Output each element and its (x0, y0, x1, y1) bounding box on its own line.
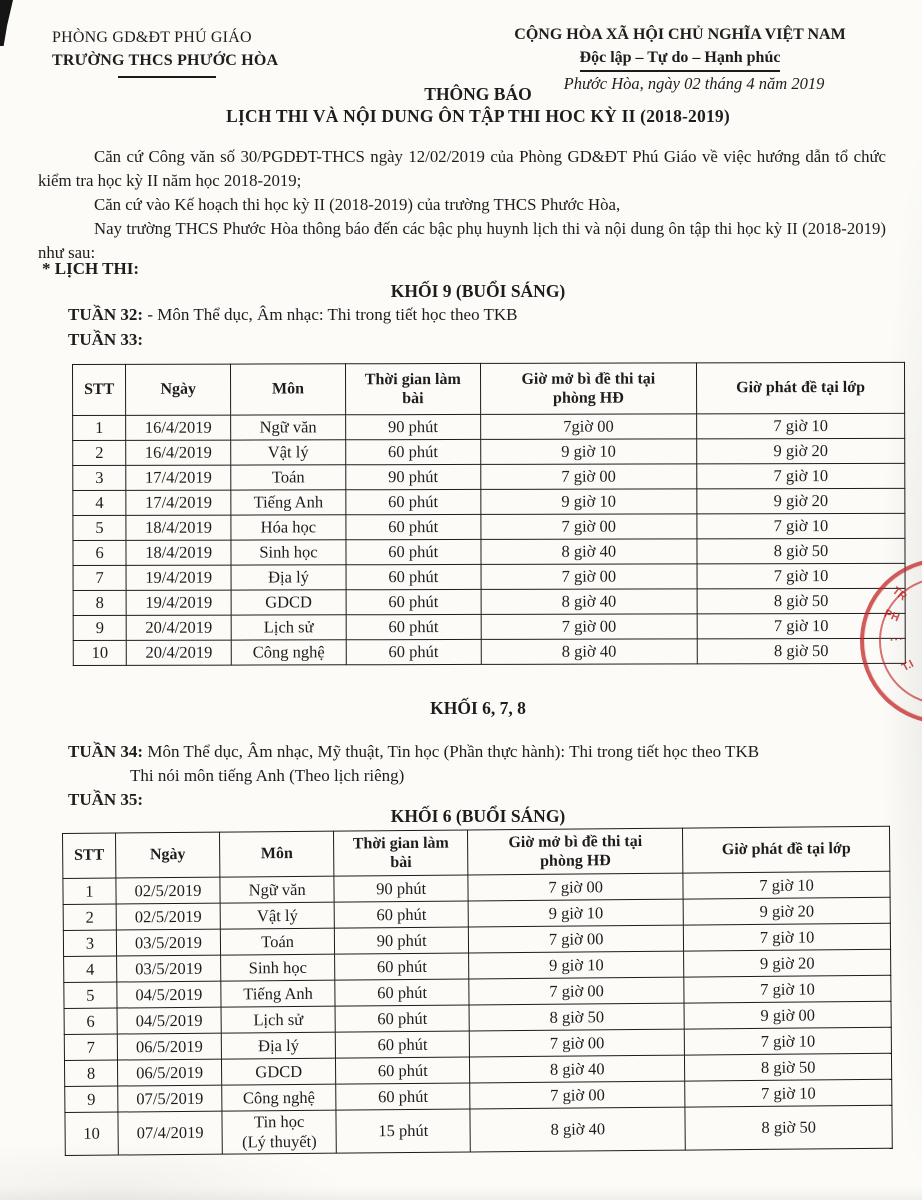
table-cell: 9 giờ 20 (684, 949, 891, 977)
national-motto: Độc lập – Tự do – Hạnh phúc (580, 46, 781, 72)
issuing-office-block (52, 26, 278, 72)
table-cell: 8 giờ 40 (481, 639, 697, 665)
week34-text: Môn Thể dục, Âm nhạc, Mỹ thuật, Tin học (Phần thực hành): Thi trong tiết học theo TKB (143, 742, 760, 761)
table-cell: 8 giờ 40 (481, 539, 697, 565)
table-cell: Công nghệ (231, 640, 346, 665)
table-cell: 02/5/2019 (116, 903, 220, 930)
week33-line (68, 330, 143, 350)
preamble-paragraphs (38, 145, 886, 265)
table-cell: 5 (73, 515, 126, 540)
table-cell: 7 giờ 10 (684, 923, 891, 951)
table-cell: 6 (64, 1008, 117, 1034)
table-cell: 7 (73, 565, 126, 590)
grade9-heading: KHỐI 9 (BUỔI SÁNG) (390, 281, 566, 301)
week32-text: - Môn Thể dục, Âm nhạc: Thi trong tiết học theo TKB (143, 305, 518, 324)
paragraph: Căn cứ Công văn số 30/PGDĐT-THCS ngày 12/02/2019 của Phòng GD&ĐT Phú Giáo về việc hướng dẫn tổ chức kiểm tra học kỳ II năm học 2018-2019; (38, 147, 886, 190)
table-cell: 90 phút (346, 464, 481, 489)
table-header-cell: Thời gian làm bài (345, 363, 480, 414)
table-cell: 8 (73, 590, 126, 615)
table-cell: 7 giờ 00 (481, 514, 697, 540)
table-cell: 7giờ 00 (480, 414, 696, 440)
table-cell: 8 giờ 50 (685, 1053, 892, 1081)
table-cell: 8 giờ 40 (481, 589, 697, 615)
table-row (73, 463, 905, 490)
table-cell: 9 giờ 20 (697, 488, 905, 514)
table-cell: 60 phút (335, 1005, 469, 1032)
table-cell: Lịch sử (221, 1006, 335, 1033)
table-cell: Địa lý (221, 1032, 335, 1059)
table-cell: Công nghệ (222, 1084, 336, 1111)
table-cell: 90 phút (346, 414, 481, 439)
table-row (73, 538, 905, 565)
table-cell: 2 (73, 440, 126, 465)
table-cell: 7 giờ 00 (470, 1081, 685, 1109)
table-header-cell: STT (73, 364, 126, 415)
table-header-cell: Giờ phát đề tại lớp (696, 362, 904, 414)
table-cell: 19/4/2019 (126, 590, 231, 615)
table-header-cell: Ngày (126, 364, 231, 415)
national-title: CỘNG HÒA XÃ HỘI CHỦ NGHĨA VIỆT NAM (514, 26, 846, 43)
table-cell: 7 giờ 10 (684, 1027, 891, 1055)
week32-line (68, 305, 518, 325)
table-cell: 17/4/2019 (126, 465, 231, 490)
table-cell: 9 (73, 615, 126, 640)
table-cell: 10 (73, 640, 126, 665)
grade9-exam-table (72, 362, 906, 666)
table-cell: 7 giờ 00 (469, 925, 684, 953)
week35-label: TUẦN 35: (68, 790, 144, 809)
table-cell: 7 giờ 10 (697, 613, 905, 639)
table-cell: 4 (73, 490, 126, 515)
table-cell: 7 giờ 10 (697, 463, 905, 489)
table-row (73, 488, 905, 515)
table-header-cell: STT (63, 833, 116, 878)
paragraph: Căn cứ vào Kế hoạch thi học kỳ II (2018-2019) của trường THCS Phước Hòa, (94, 195, 621, 214)
week34-line (68, 742, 759, 762)
table-row (73, 638, 905, 665)
table-cell: 7 giờ 10 (685, 1079, 892, 1107)
exam-schedule-section-label: * LỊCH THI: (42, 259, 139, 278)
table-cell: 60 phút (346, 439, 481, 464)
table-cell: Tin học (Lý thuyết) (222, 1110, 336, 1154)
table-cell: 7 giờ 00 (481, 564, 697, 590)
week34-line2: Thi nói môn tiếng Anh (Theo lịch riêng) (130, 766, 405, 785)
stamp-text-fragment: PH (882, 607, 901, 625)
table-cell: 16/4/2019 (126, 440, 231, 465)
table-cell: 8 giờ 40 (470, 1107, 685, 1152)
table-cell: 60 phút (335, 979, 469, 1006)
table-cell: Vật lý (231, 440, 346, 465)
table-cell: 9 giờ 10 (480, 439, 696, 465)
table-cell: Vật lý (220, 902, 334, 929)
table-header-cell: Giờ mở bì đề thi tại phòng HĐ (468, 828, 683, 875)
table-cell: GDCD (231, 590, 346, 615)
table-cell: 8 giờ 50 (685, 1105, 892, 1150)
table-cell: 04/5/2019 (117, 1007, 221, 1034)
table-cell: 9 giờ 20 (683, 897, 890, 925)
table-cell: Ngữ văn (220, 876, 334, 903)
table-cell: 1 (73, 415, 126, 440)
table-header-cell: Thời gian làm bài (334, 830, 468, 876)
table-cell: 20/4/2019 (126, 640, 231, 665)
stamp-text-fragment: T.I (899, 657, 916, 675)
table-cell: 7 giờ 10 (684, 975, 891, 1003)
table-cell: 9 giờ 10 (468, 899, 683, 927)
table-cell: 60 phút (346, 539, 481, 564)
table-cell: 60 phút (346, 564, 481, 589)
table-cell: Toán (231, 465, 346, 490)
table-cell: 60 phút (346, 614, 481, 639)
table-cell: 7 giờ 00 (468, 873, 683, 901)
table-cell: 9 giờ 10 (480, 489, 696, 515)
table-cell: 16/4/2019 (126, 415, 231, 440)
table-cell: 9 (65, 1086, 118, 1112)
table-cell: 8 giờ 40 (470, 1055, 685, 1083)
week34-label: TUẦN 34: (68, 742, 144, 761)
table-cell: 7 giờ 00 (481, 614, 697, 640)
table-cell: Hóa học (231, 515, 346, 540)
dateline: Phước Hòa, ngày 02 tháng 4 năm 2019 (563, 74, 825, 93)
table-row (73, 613, 905, 640)
table-cell: 7 giờ 10 (697, 513, 905, 539)
office-name: PHÒNG GD&ĐT PHÚ GIÁO (52, 29, 252, 46)
table-cell: 7 giờ 00 (480, 464, 696, 490)
document-title: THÔNG BÁO (424, 84, 532, 104)
table-cell: 60 phút (334, 901, 468, 928)
table-cell: 03/5/2019 (116, 929, 220, 956)
table-cell: 60 phút (346, 639, 481, 664)
table-cell: Địa lý (231, 565, 346, 590)
table-cell: 2 (63, 904, 116, 930)
table-cell: 07/5/2019 (118, 1085, 222, 1112)
grade6-heading: KHỐI 6 (BUỔI SÁNG) (390, 806, 566, 826)
week33-label: TUẦN 33: (68, 330, 144, 349)
table-cell: 02/5/2019 (116, 877, 220, 904)
table-cell: 60 phút (335, 953, 469, 980)
table-row (73, 563, 905, 590)
table-cell: Tiếng Anh (231, 490, 346, 515)
table-cell: 1 (63, 878, 116, 904)
table-cell: 90 phút (335, 927, 469, 954)
table-cell: 90 phút (334, 875, 468, 902)
table-row (73, 413, 905, 440)
table-header-row (73, 362, 905, 415)
scan-artifact-corner (0, 0, 13, 46)
table-cell: 60 phút (346, 489, 481, 514)
stamp-text-fragment: ··· (889, 633, 905, 647)
table-row (73, 588, 905, 615)
table-cell: 18/4/2019 (126, 540, 231, 565)
header-underline-rule (118, 76, 216, 78)
table-cell: 20/4/2019 (126, 615, 231, 640)
table-cell: 5 (64, 982, 117, 1008)
table-cell: 3 (73, 465, 126, 490)
table-cell: Ngữ văn (231, 415, 346, 440)
table-cell: 9 giờ 20 (697, 438, 905, 464)
table-cell: 07/4/2019 (118, 1111, 223, 1155)
table-cell: 7 giờ 00 (469, 1029, 684, 1057)
table-cell: 60 phút (336, 1083, 470, 1110)
table-cell: Sinh học (221, 954, 335, 981)
table-header-cell: Môn (220, 831, 335, 877)
table-cell: Tiếng Anh (221, 980, 335, 1007)
table-row (73, 438, 905, 465)
table-cell: 3 (63, 930, 116, 956)
table-cell: 15 phút (336, 1109, 470, 1153)
table-header-cell: Giờ phát đề tại lớp (683, 826, 890, 873)
stamp-text-fragment: TR (889, 584, 909, 604)
table-cell: 18/4/2019 (126, 515, 231, 540)
table-cell: 03/5/2019 (116, 955, 220, 982)
table-row (65, 1105, 892, 1155)
table-cell: 9 giờ 10 (469, 951, 684, 979)
table-row (73, 513, 905, 540)
table-cell: 60 phút (336, 1057, 470, 1084)
table-cell: 06/5/2019 (117, 1033, 221, 1060)
table-cell: 8 (64, 1060, 117, 1086)
table-cell: 06/5/2019 (117, 1059, 221, 1086)
paragraph: Nay trường THCS Phước Hòa thông báo đến các bậc phụ huynh lịch thi và nội dung ôn tập thi học kỳ II (2018-2019) như sau: (38, 219, 886, 262)
table-cell: 17/4/2019 (126, 490, 231, 515)
school-name: TRƯỜNG THCS PHƯỚC HÒA (52, 52, 279, 69)
week32-label: TUẦN 32: (68, 305, 144, 324)
document-subtitle: LỊCH THI VÀ NỘI DUNG ÔN TẬP THI HOC KỲ II (2018-2019) (226, 106, 730, 126)
table-cell: 8 giờ 50 (697, 538, 905, 564)
table-cell: 60 phút (335, 1031, 469, 1058)
table-cell: 04/5/2019 (117, 981, 221, 1008)
table-header-row (63, 826, 890, 878)
table-cell: 7 giờ 10 (697, 563, 905, 589)
table-cell: 7 giờ 00 (469, 977, 684, 1005)
grade678-heading: KHỐI 6, 7, 8 (430, 698, 526, 718)
table-cell: 19/4/2019 (126, 565, 231, 590)
table-cell: 8 giờ 50 (697, 638, 905, 664)
table-cell: 9 giờ 00 (684, 1001, 891, 1029)
table-cell: 6 (73, 540, 126, 565)
table-cell: 60 phút (346, 514, 481, 539)
table-cell: Toán (220, 928, 334, 955)
table-cell: 4 (64, 956, 117, 982)
table-header-cell: Môn (231, 364, 346, 415)
table-cell: 7 (64, 1034, 117, 1060)
table-cell: 7 giờ 10 (683, 871, 890, 899)
grade6-exam-table (62, 826, 893, 1156)
table-cell: 8 giờ 50 (697, 588, 905, 614)
table-cell: 7 giờ 10 (697, 413, 905, 439)
table-cell: Sinh học (231, 540, 346, 565)
table-header-cell: Giờ mở bì đề thi tại phòng HĐ (480, 363, 696, 415)
table-header-cell: Ngày (115, 832, 220, 878)
table-cell: 8 giờ 50 (469, 1003, 684, 1031)
table-cell: Lịch sử (231, 615, 346, 640)
table-cell: GDCD (222, 1058, 336, 1085)
table-cell: 60 phút (346, 589, 481, 614)
table-cell: 10 (65, 1112, 118, 1155)
